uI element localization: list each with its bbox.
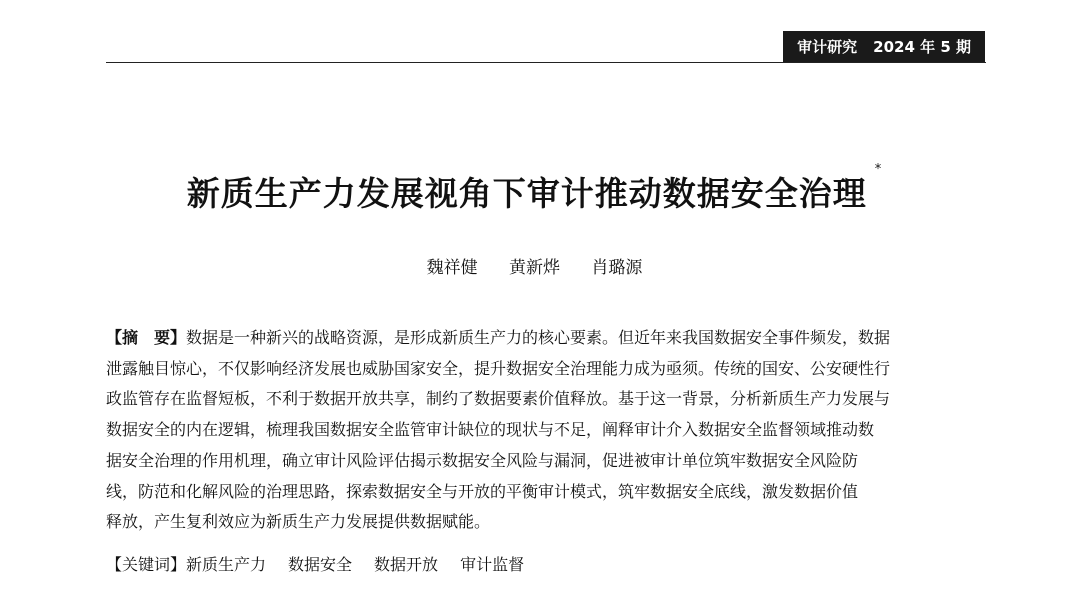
abstract-line: 释放，产生复利效应为新质生产力发展提供数据赋能。 bbox=[106, 512, 491, 532]
author-name: 魏祥健 bbox=[426, 258, 478, 278]
journal-badge bbox=[783, 31, 985, 63]
journal-issue: 2024 年 5 期 bbox=[873, 38, 971, 56]
keyword: 新质生产力 bbox=[186, 555, 267, 574]
abstract-line: 数据安全的内在逻辑，梳理我国数据安全监管审计缺位的现状与不足，阐释审计介入数据安全监督领域推动数 bbox=[106, 420, 875, 440]
author-list bbox=[0, 253, 1069, 278]
keyword: 审计监督 bbox=[460, 555, 525, 574]
paper-title-text: 新质生产力发展视角下审计推动数据安全治理 bbox=[186, 174, 867, 213]
author-name: 黄新烨 bbox=[509, 258, 560, 278]
header-rule bbox=[106, 62, 986, 63]
keywords-label: 【关键词】 bbox=[106, 555, 187, 574]
abstract-line: 线，防范和化解风险的治理思路，探索数据安全与开放的平衡审计模式，筑牢数据安全底线，激发数据价值 bbox=[106, 481, 859, 501]
paper-title bbox=[0, 162, 1069, 215]
abstract-text: 数据是一种新兴的战略资源，是形成新质生产力的核心要素。但近年来我国数据安全事件频发，数据 bbox=[186, 328, 891, 347]
journal-name: 审计研究 bbox=[797, 38, 858, 56]
keyword: 数据开放 bbox=[374, 555, 439, 574]
keywords bbox=[106, 553, 546, 577]
abstract bbox=[106, 323, 986, 538]
abstract-line: 泄露触目惊心，不仅影响经济发展也威胁国家安全，提升数据安全治理能力成为亟须。传统的国安、公安硬性行 bbox=[106, 358, 891, 378]
author-name: 肖璐源 bbox=[591, 258, 643, 278]
title-footnote-mark[interactable]: * bbox=[874, 162, 883, 177]
keyword: 数据安全 bbox=[288, 555, 353, 574]
abstract-line: 政监管存在监督短板，不利于数据开放共享，制约了数据要素价值释放。基于这一背景，分析新质生产力发展与 bbox=[106, 389, 891, 409]
abstract-line: 据安全治理的作用机理，确立审计风险评估揭示数据安全风险与漏洞，促进被审计单位筑牢数据安全风险防 bbox=[106, 450, 859, 470]
abstract-line bbox=[106, 323, 986, 354]
abstract-label: 【摘 要】 bbox=[106, 328, 187, 347]
